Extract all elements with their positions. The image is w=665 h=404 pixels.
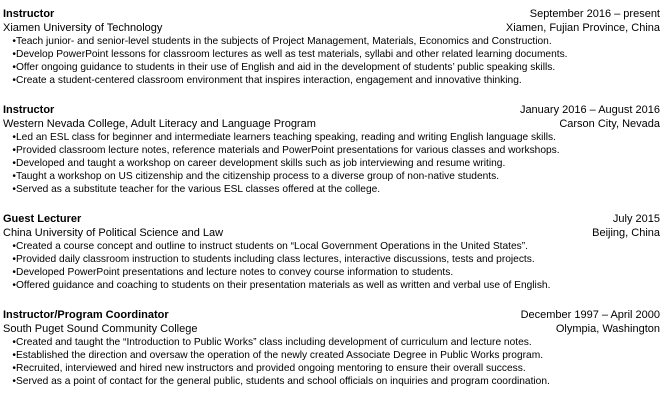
duty-list-item [3,74,660,87]
duty-text: Served as a point of contact for the general public, students and school officials on inquiries and program coordination. [16,376,550,387]
bullet-icon: • [12,171,16,182]
bullet-icon: • [12,36,16,47]
bullet-icon: • [12,363,16,374]
job-organization-row [3,21,660,35]
job-header-row [3,212,660,226]
duty-text: Established the direction and oversaw the operation of the newly created Associate Degree in Public Works program. [16,350,544,361]
duty-list-item [3,170,660,183]
bullet-icon: • [12,350,16,361]
duty-list-item [3,157,660,170]
duty-list-item [3,375,660,388]
job-entry [3,7,660,87]
duty-text: Develop PowerPoint lessons for classroom lectures as well as test materials, syllabi and other related learning documents. [16,49,568,60]
duty-text: Offer ongoing guidance to students in their use of English and aid in the development of students’ public speaking skills. [16,62,556,73]
job-header-row [3,103,660,117]
duty-text: Led an ESL class for beginner and intermediate learners teaching speaking, reading and writing English language skills. [16,132,556,143]
duty-text: Teach junior- and senior-level students in the subjects of Project Management, Materials, Economics and Construction. [16,36,552,47]
job-organization-row [3,322,660,336]
duty-text: Provided daily classroom instruction to students including class lectures, interactive discussions, tests and projects. [16,254,535,265]
duty-text: Developed and taught a workshop on career development skills such as job interviewing and resume writing. [16,158,506,169]
job-organization-row [3,226,660,240]
job-dates: January 2016 – August 2016 [519,104,660,116]
duty-text: Created a course concept and outline to instruct students on “Local Government Operations in the United States”. [16,241,528,252]
job-location: Olympia, Washington [555,323,660,335]
job-entry [3,103,660,196]
job-title: Guest Lecturer [3,213,82,225]
resume-experience-section [3,7,660,404]
bullet-icon: • [12,337,16,348]
duty-text: Developed PowerPoint presentations and lecture notes to convey course information to students. [16,267,454,278]
duty-list-item [3,48,660,61]
duty-list-item [3,266,660,279]
duty-list-item [3,131,660,144]
job-dates: December 1997 – April 2000 [520,309,660,321]
job-header-row [3,7,660,21]
duty-list-item [3,61,660,74]
duty-text: Created and taught the “Introduction to Public Works” class including development of curriculum and lecture notes. [16,337,532,348]
job-duties-list [3,336,660,388]
bullet-icon: • [12,376,16,387]
job-organization: Xiamen University of Technology [3,22,163,34]
bullet-icon: • [12,158,16,169]
duty-text: Served as a substitute teacher for the various ESL classes offered at the college. [16,184,381,195]
bullet-icon: • [12,280,16,291]
bullet-icon: • [12,132,16,143]
duty-list-item [3,144,660,157]
duty-text: Recruited, interviewed and hired new instructors and provided ongoing mentoring to ensure their overall success. [16,363,526,374]
duty-text: Create a student-centered classroom environment that inspires interaction, engagement and innovative thinking. [16,75,522,86]
duty-text: Taught a workshop on US citizenship and the citizenship process to a diverse group of non-native students. [16,171,500,182]
bullet-icon: • [12,145,16,156]
job-organization-row [3,117,660,131]
duty-list-item [3,336,660,349]
job-entry [3,212,660,292]
job-location: Xiamen, Fujian Province, China [505,22,660,34]
duty-list-item [3,35,660,48]
bullet-icon: • [12,241,16,252]
duty-text: Provided classroom lecture notes, reference materials and PowerPoint presentations for various classes and workshops. [16,145,560,156]
bullet-icon: • [12,75,16,86]
job-location: Carson City, Nevada [559,118,660,130]
job-duties-list [3,35,660,87]
job-title: Instructor [3,104,55,116]
duty-text: Offered guidance and coaching to students on their presentation materials as well as written and verbal use of English. [16,280,551,291]
duty-list-item [3,240,660,253]
job-title: Instructor [3,8,55,20]
bullet-icon: • [12,184,16,195]
duty-list-item [3,279,660,292]
job-duties-list [3,131,660,196]
duty-list-item [3,362,660,375]
job-organization: Western Nevada College, Adult Literacy and Language Program [3,118,316,130]
bullet-icon: • [12,267,16,278]
job-location: Beijing, China [592,227,660,239]
job-organization: China University of Political Science and Law [3,227,224,239]
bullet-icon: • [12,254,16,265]
job-header-row [3,308,660,322]
duty-list-item [3,183,660,196]
job-dates: July 2015 [612,213,660,225]
duty-list-item [3,253,660,266]
job-duties-list [3,240,660,292]
bullet-icon: • [12,49,16,60]
bullet-icon: • [12,62,16,73]
duty-list-item [3,349,660,362]
job-entry [3,308,660,388]
job-dates: September 2016 – present [529,8,660,20]
job-title: Instructor/Program Coordinator [3,309,169,321]
job-organization: South Puget Sound Community College [3,323,198,335]
